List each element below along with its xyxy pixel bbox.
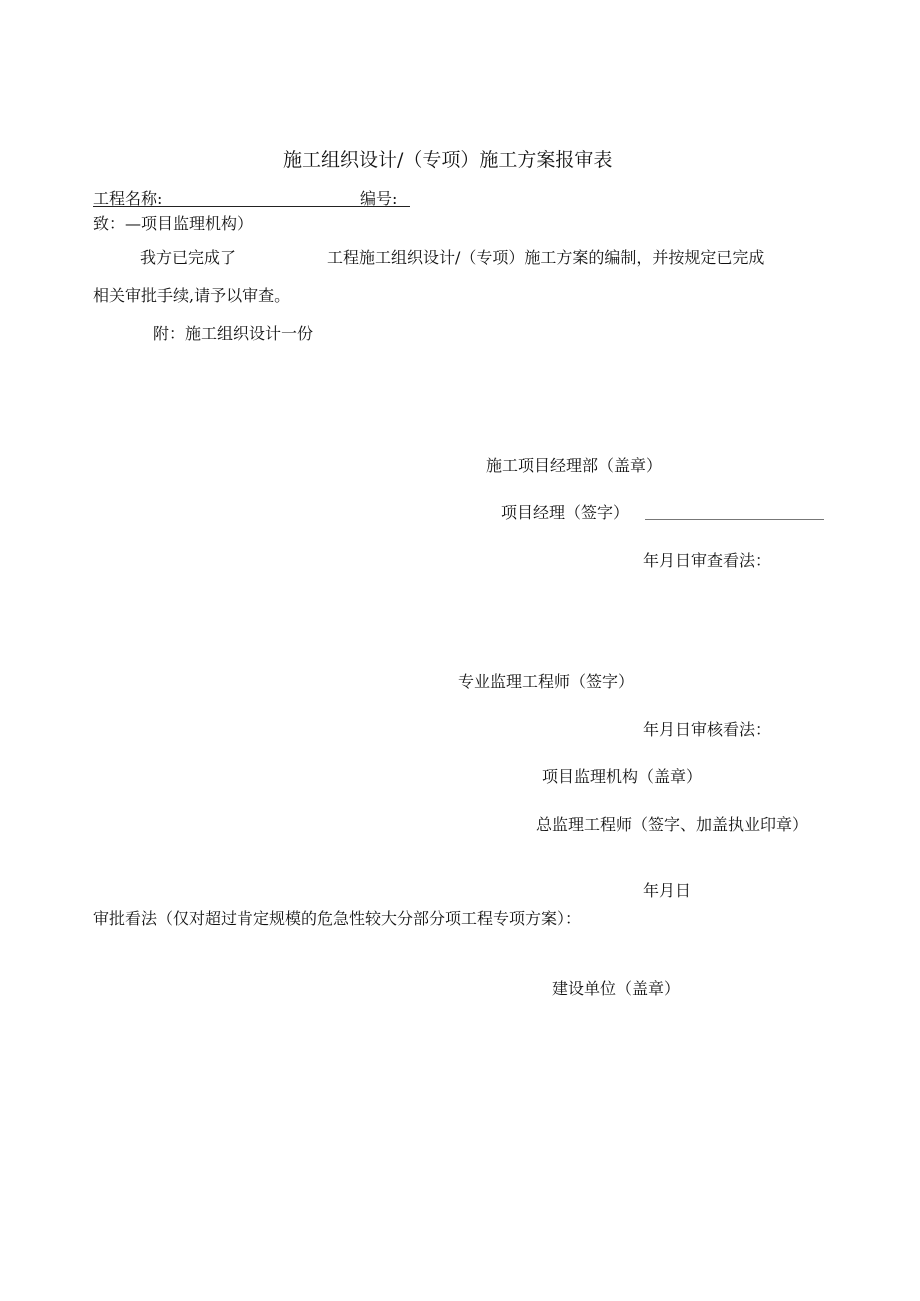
form-title: 施工组织设计/（专项）施工方案报审表 <box>283 149 613 171</box>
addressee-line: 致：—项目监理机构） <box>93 214 254 233</box>
manager-signature-line <box>645 519 824 520</box>
serial-no-label: 编号: <box>360 189 398 208</box>
supervisor-date-review: 年月日审核看法： <box>643 720 772 739</box>
project-name-label: 工程名称: <box>93 189 163 208</box>
body-text-part2: 工程施工组织设计/（专项）施工方案的编制，并按规定已完成 <box>327 248 765 267</box>
supervising-engineer-signature: 专业监理工程师（签字） <box>458 672 635 691</box>
body-text-part1: 我方已完成了 <box>140 248 237 267</box>
body-text-line2: 相关审批手续,请予以审查。 <box>93 286 291 305</box>
project-manager-signature-label: 项目经理（签字） <box>501 503 630 522</box>
contractor-dept-seal: 施工项目经理部（盖章） <box>486 456 663 475</box>
owner-seal: 建设单位（盖章） <box>552 979 681 998</box>
contractor-date-review: 年月日审查看法： <box>643 551 772 570</box>
supervisor-date: 年月日 <box>643 881 692 900</box>
chief-supervisor-signature: 总监理工程师（签字、加盖执业印章） <box>536 815 809 834</box>
attachment-line: 附：施工组织设计一份 <box>153 324 314 343</box>
approval-opinion-label: 审批看法（仅对超过肯定规模的危急性较大分部分项工程专项方案）： <box>93 909 582 928</box>
supervision-agency-seal: 项目监理机构（盖章） <box>542 767 703 786</box>
